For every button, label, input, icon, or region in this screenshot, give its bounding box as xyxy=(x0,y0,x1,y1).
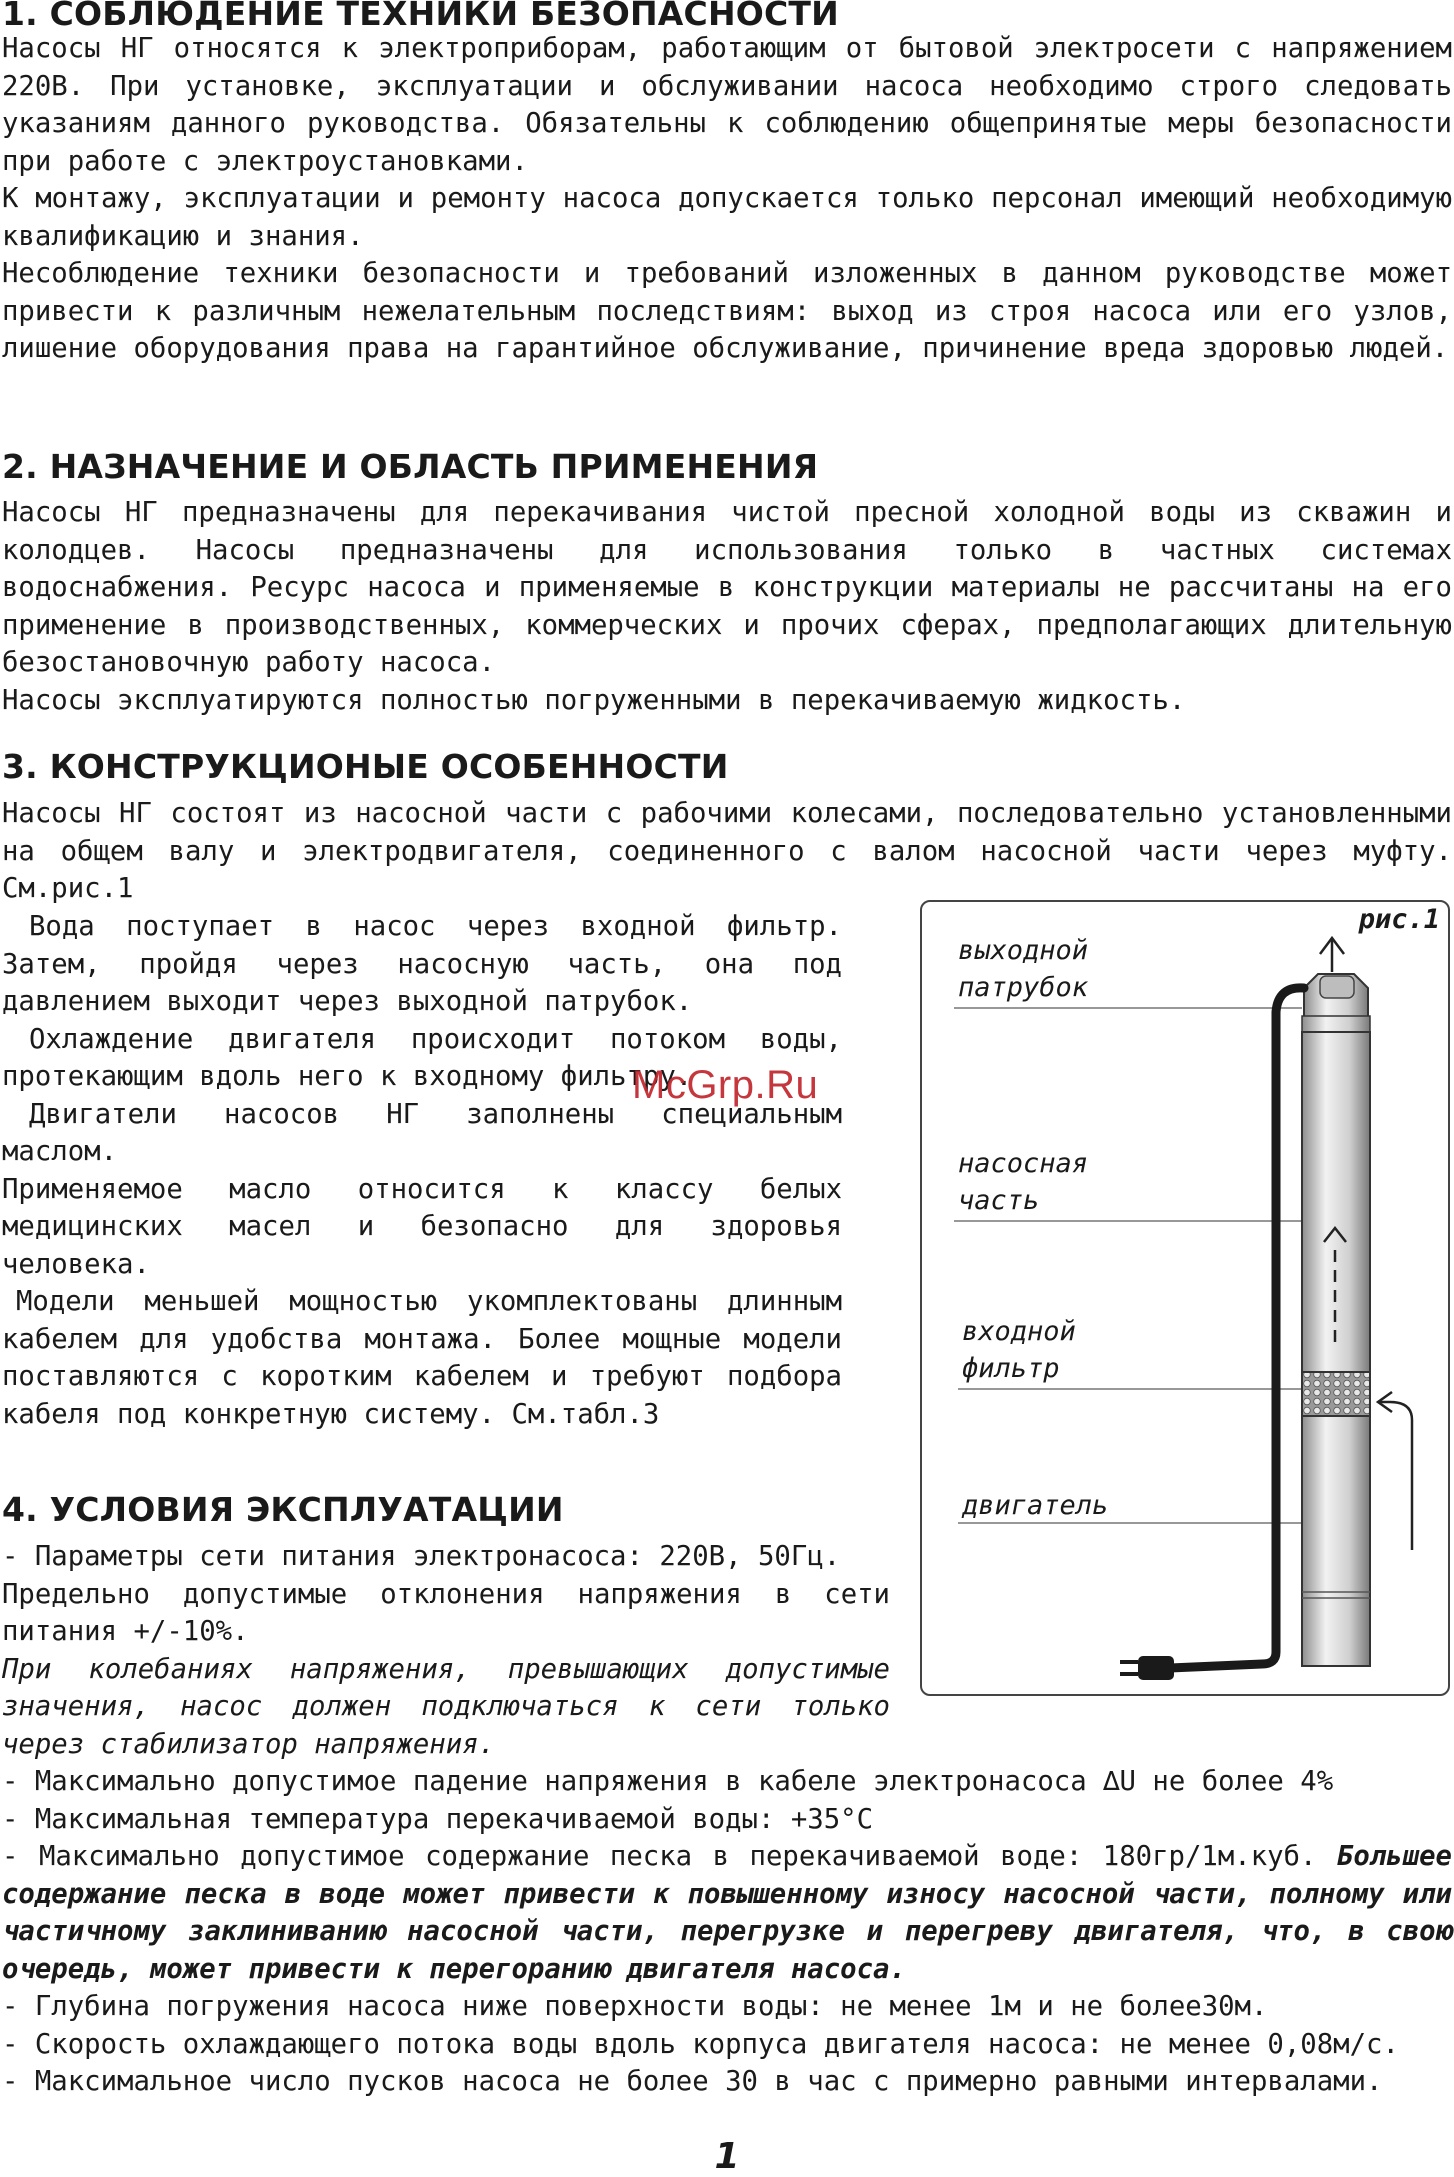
condition-power: - Параметры сети питания электронасоса: 220В, 50Гц. xyxy=(2,1541,841,1572)
condition-temperature: - Максимальная температура перекачиваемой воды: +35°С xyxy=(2,1803,874,1835)
section-3-title: 3. КОНСТРУКЦИОНЫЕ ОСОБЕННОСТИ xyxy=(2,747,729,786)
section-1-title: 1. СОБЛЮДЕНИЕ ТЕХНИКИ БЕЗОПАСНОСТИ xyxy=(2,0,839,33)
section-4-title: 4. УСЛОВИЯ ЭКСПЛУАТАЦИИ xyxy=(2,1490,564,1529)
watermark: McGrp.Ru xyxy=(632,1063,819,1107)
label-outlet-line-1: выходной xyxy=(958,935,1089,966)
label-filter-line-2: фильтр xyxy=(962,1353,1060,1384)
section-1-paragraph-2: К монтажу, эксплуатации и ремонту насоса допускается только персонал имеющий необходимую квалификацию и знания. xyxy=(2,183,1452,252)
section-1-body xyxy=(2,30,1452,368)
plug xyxy=(1138,1656,1174,1680)
condition-sand-warning: Большее содержание песка в воде может привести к повышенному износу насосной части, полному или частичному заклиниванию насосной части, перегрузке и перегреву двигателя, что, в свою очередь, может привести к перегоранию двигателя насоса. xyxy=(2,1841,1452,1985)
pump-drawing xyxy=(922,902,1452,1698)
section-3-paragraph-4: Двигатели насосов НГ заполнены специальным маслом. xyxy=(2,1098,842,1167)
section-2-paragraph-1: Насосы НГ предназначены для перекачивания чистой пресной холодной воды из скважин и колодцев. Насосы предназначены для использования только в частных системах водоснабжения. Ресурс насоса и применяемые в конструкции материалы не рассчитаны на его применение в производственных, коммерческих и прочих сферах, предполагающих длительную безостановочную работу насоса. xyxy=(2,497,1452,678)
section-2-title: 2. НАЗНАЧЕНИЕ И ОБЛАСТЬ ПРИМЕНЕНИЯ xyxy=(2,447,819,486)
condition-voltage-drop: - Максимально допустимое падение напряжения в кабеле электронасоса ∆U не более 4% xyxy=(2,1766,1334,1797)
section-1-paragraph-1: Насосы НГ относятся к электроприборам, работающим от бытовой электросети с напряжением 220В. При установке, эксплуатации и обслуживании насоса необходимо строго следовать указаниям данного руководства. Обязательны к соблюдению общепринятые меры безопасности при работе с электроустановками. xyxy=(2,33,1452,177)
section-2-paragraph-2: Насосы эксплуатируются полностью погруженными в перекачиваемую жидкость. xyxy=(2,684,1186,716)
condition-sand xyxy=(2,1838,1452,1988)
condition-sand-value: - Максимально допустимое содержание песка в перекачиваемой воде: 180гр/1м.куб. xyxy=(2,1841,1317,1872)
section-3-body xyxy=(2,908,842,1433)
label-pump-line-2: часть xyxy=(958,1185,1040,1216)
page-number: 1 xyxy=(714,2136,740,2177)
label-outlet-line-2: патрубок xyxy=(958,972,1089,1003)
motor-body xyxy=(1302,1416,1370,1666)
label-motor: двигатель xyxy=(962,1490,1109,1521)
power-cable xyxy=(1170,988,1304,1668)
section-4-body-narrow xyxy=(2,1538,890,1763)
condition-stabilizer-note: При колебаниях напряжения, превышающих допустимые значения, насос должен подключаться к сети только через стабилизатор напряжения. xyxy=(2,1653,890,1760)
section-3-paragraph-2: Вода поступает в насос через входной фильтр. Затем, пройдя через насосную часть, она под давлением выходит через выходной патрубок. xyxy=(2,911,842,1017)
section-3-paragraph-1: Насосы НГ состоят из насосной части с рабочими колесами, последовательно установленными на общем валу и электродвигателя, соединенного с валом насосной части через муфту. См.рис.1 xyxy=(2,798,1452,904)
pump-figure xyxy=(920,900,1450,1696)
condition-starts: - Максимальное число пусков насоса не более 30 в час с примерно равными интервалами. xyxy=(2,2066,1383,2097)
filter-mesh xyxy=(1302,1372,1370,1416)
section-3-paragraph-5: Применяемое масло относится к классу белых медицинских масел и безопасно для здоровья человека. xyxy=(2,1173,842,1280)
label-pump-line-1: насосная xyxy=(958,1148,1089,1179)
section-3-paragraph-6: Модели меньшей мощностью укомплектованы длинным кабелем для удобства монтажа. Более мощные модели поставляются с коротким кабелем и требуют подбора кабеля под конкретную систему. См.табл.3 xyxy=(2,1286,842,1430)
figure-title: рис.1 xyxy=(1358,904,1440,935)
condition-deviation: Предельно допустимые отклонения напряжения в сети питания +/-10%. xyxy=(2,1578,890,1647)
section-3-paragraph-3: Охлаждение двигателя происходит потоком воды, протекающим вдоль него к входному фильтру. xyxy=(2,1023,842,1092)
section-2-body xyxy=(2,494,1452,719)
section-4-body xyxy=(2,1763,1452,2101)
condition-depth: - Глубина погружения насоса ниже поверхности воды: не менее 1м и не более30м. xyxy=(2,1991,1268,2022)
section-3-intro xyxy=(2,795,1452,908)
section-1-paragraph-3: Несоблюдение техники безопасности и требований изложенных в данном руководстве может привести к различным нежелательным последствиям: выход из строя насоса или его узлов, лишение оборудования права на гарантийное обслуживание, причинение вреда здоровью людей. xyxy=(2,258,1452,364)
condition-flow-speed: - Скорость охлаждающего потока воды вдоль корпуса двигателя насоса: не менее 0,08м/с. xyxy=(2,2028,1399,2060)
label-filter-line-1: входной xyxy=(962,1316,1076,1347)
